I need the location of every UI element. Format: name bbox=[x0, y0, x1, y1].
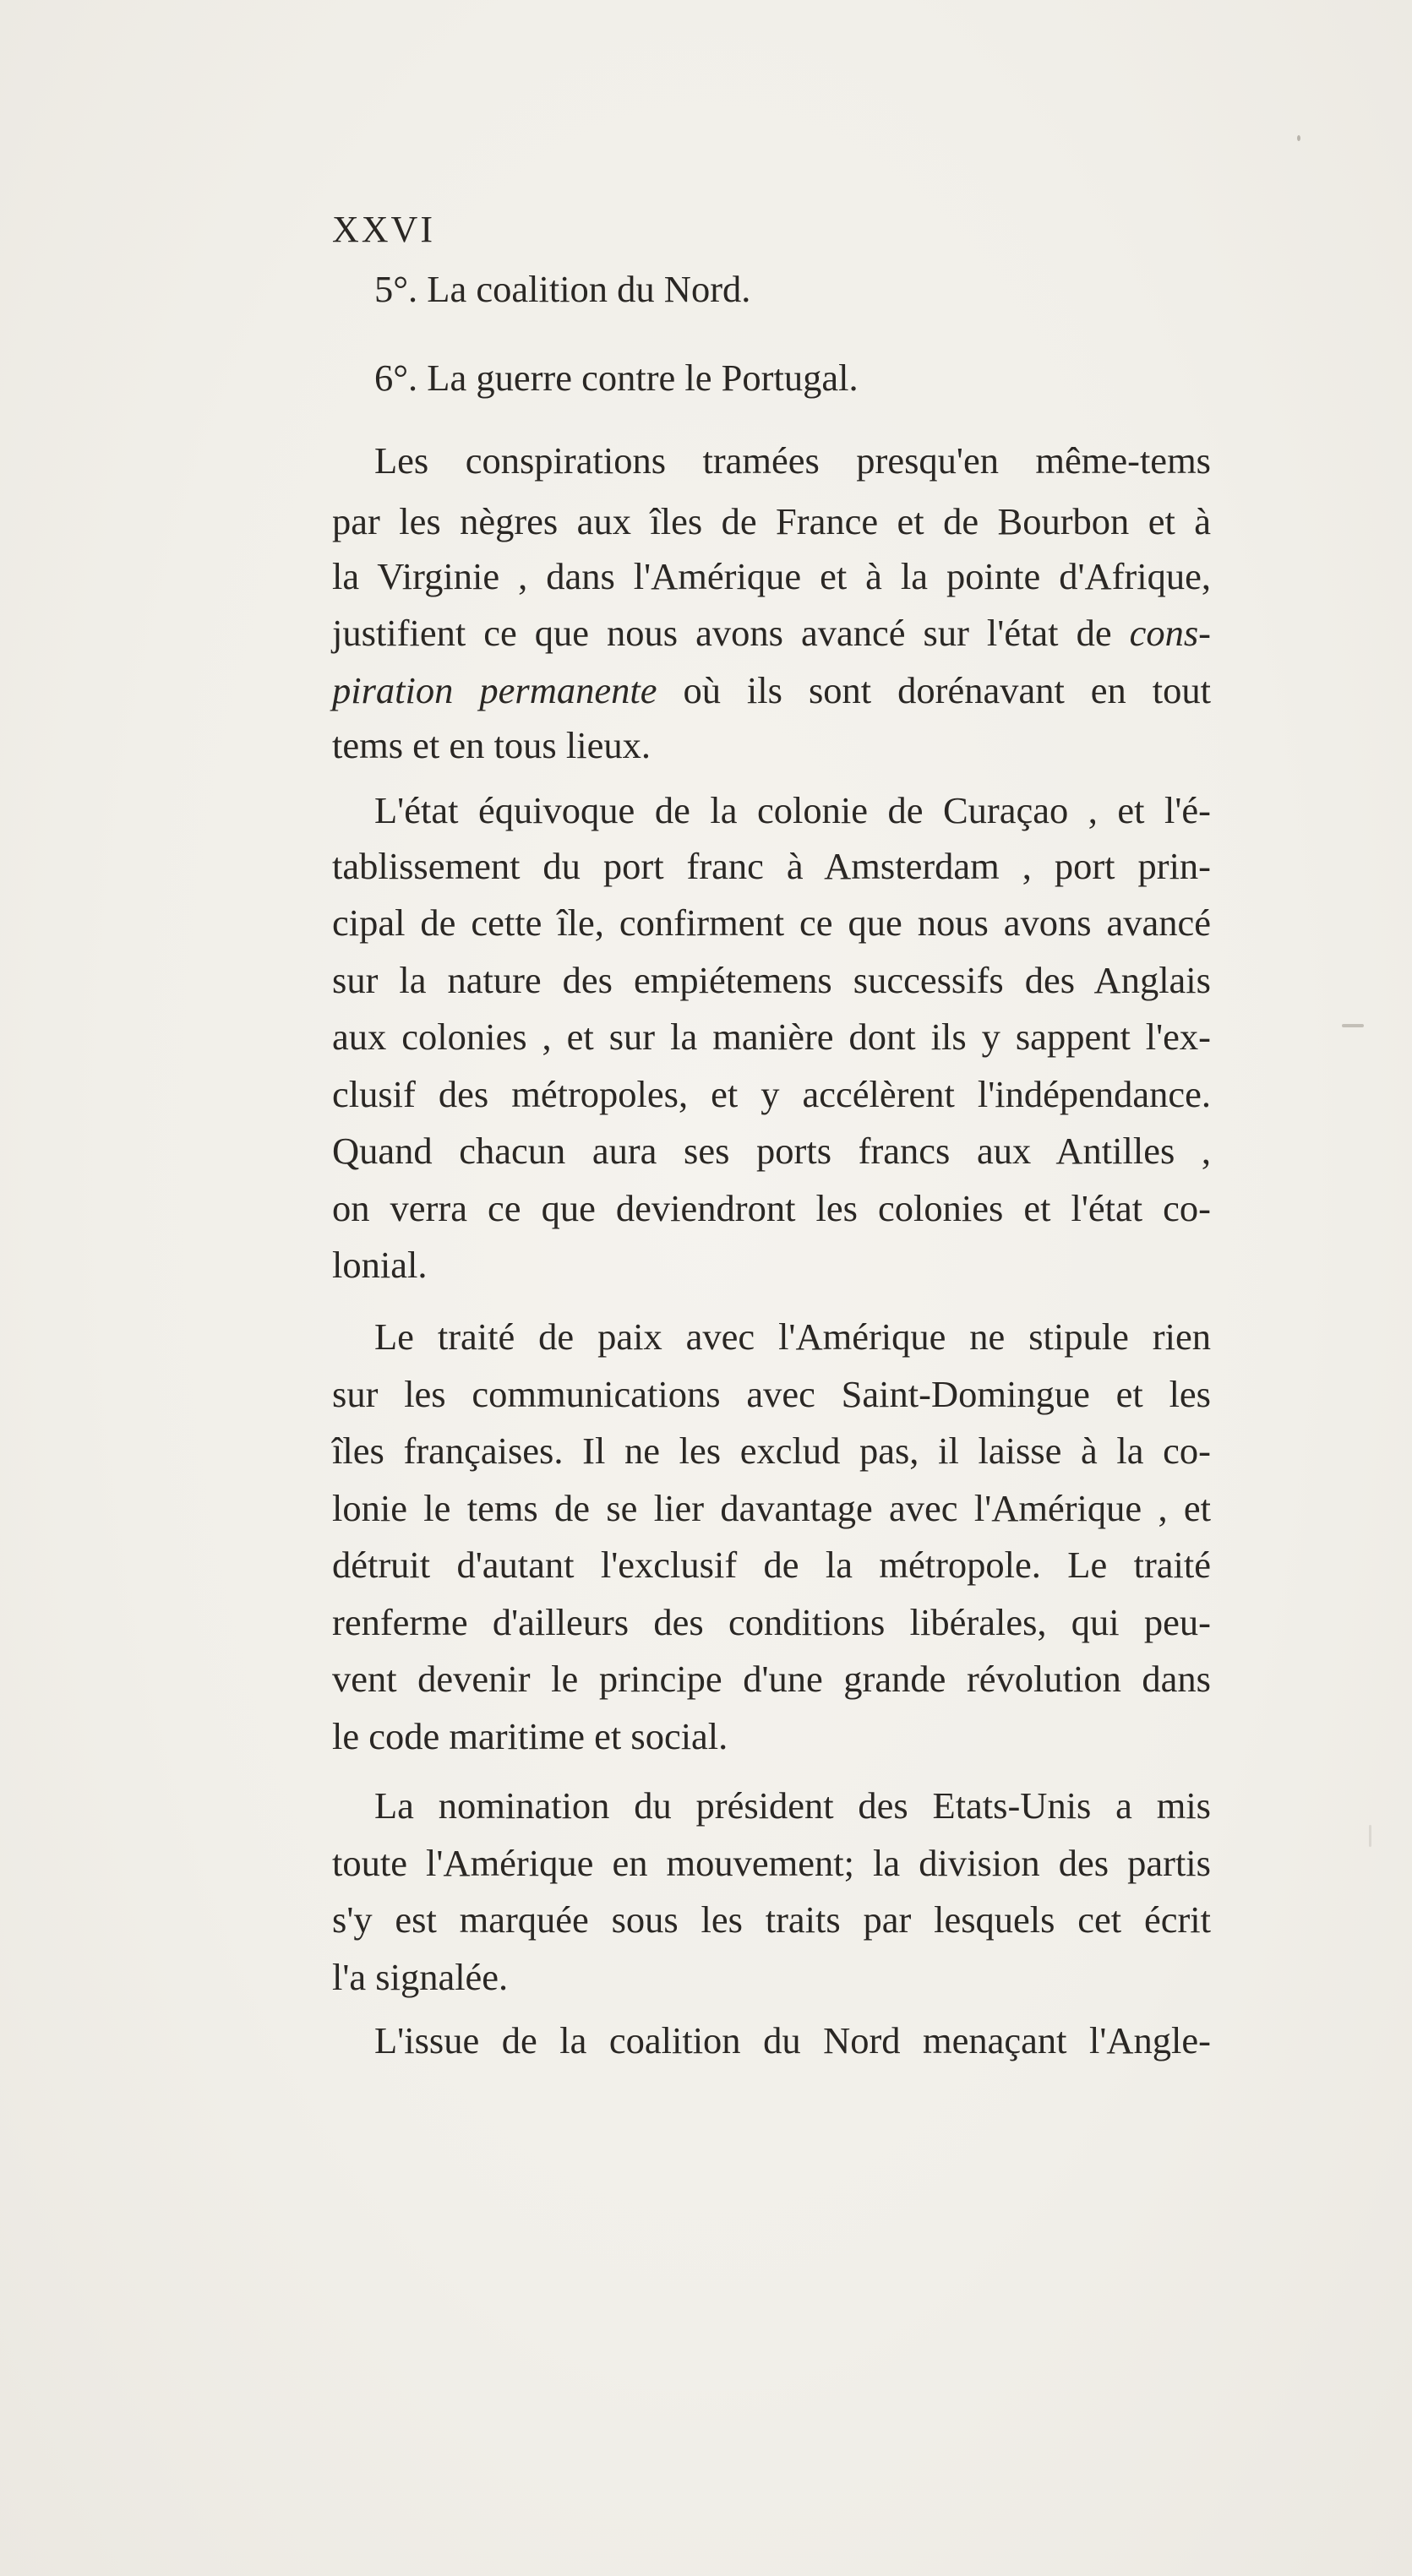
text-line: tems et en tous lieux. bbox=[332, 724, 651, 766]
text-line: tablissement du port franc à Amsterdam , port prin- bbox=[332, 845, 1211, 887]
text-line: sur la nature des empiétemens successifs des Anglais bbox=[332, 959, 1211, 1001]
text-line: aux colonies , et sur la manière dont ils y sappent l'ex- bbox=[332, 1016, 1211, 1058]
text-line: la Virginie , dans l'Amérique et à la pointe d'Afrique, bbox=[332, 555, 1211, 597]
text-line: par les nègres aux îles de France et de Bourbon et à bbox=[332, 500, 1211, 542]
paper-speck bbox=[1342, 1024, 1364, 1027]
text-line: détruit d'autant l'exclusif de la métropole. Le traité bbox=[332, 1544, 1211, 1586]
text-span: où ils sont dorénavant en tout bbox=[657, 669, 1212, 711]
text-line: lonial. bbox=[332, 1244, 428, 1286]
text-line: La nomination du président des Etats-Unis a mis bbox=[374, 1784, 1211, 1827]
page-number: XXVI bbox=[332, 209, 435, 250]
text-line: L'issue de la coalition du Nord menaçant l'Angle- bbox=[374, 2019, 1211, 2061]
text-line: 5°. La coalition du Nord. bbox=[374, 268, 751, 310]
text-line bbox=[332, 669, 1212, 711]
text-line: clusif des métropoles, et y accélèrent l'indépendance. bbox=[332, 1073, 1211, 1115]
text-line: îles françaises. Il ne les exclud pas, il laisse à la co- bbox=[332, 1430, 1211, 1472]
text-line: on verra ce que deviendront les colonies et l'état co- bbox=[332, 1187, 1211, 1229]
italic-text: piration permanente bbox=[332, 669, 657, 711]
text-line: lonie le tems de se lier davantage avec l'Amérique , et bbox=[332, 1487, 1211, 1529]
text-line: Quand chacun aura ses ports francs aux Antilles , bbox=[332, 1130, 1211, 1172]
text-line: le code maritime et social. bbox=[332, 1715, 728, 1757]
italic-text: cons- bbox=[1129, 612, 1211, 654]
text-line bbox=[332, 614, 1211, 652]
text-line: Les conspirations tramées presqu'en même-tems bbox=[374, 439, 1211, 482]
text-line: renferme d'ailleurs des conditions libérales, qui peu- bbox=[332, 1601, 1211, 1643]
text-line: L'état équivoque de la colonie de Curaçao , et l'é- bbox=[374, 789, 1211, 831]
text-line: vent devenir le principe d'une grande révolution dans bbox=[332, 1658, 1211, 1700]
text-line: l'a signalée. bbox=[332, 1956, 509, 1998]
text-line: s'y est marquée sous les traits par lesquels cet écrit bbox=[332, 1898, 1211, 1941]
text-line: toute l'Amérique en mouvement; la division des partis bbox=[332, 1842, 1211, 1884]
text-span: justifient ce que nous avons avancé sur l'état de bbox=[332, 612, 1130, 654]
text-line: sur les communications avec Saint-Domingue et les bbox=[332, 1373, 1211, 1415]
text-line: Le traité de paix avec l'Amérique ne stipule rien bbox=[374, 1315, 1211, 1358]
text-line: cipal de cette île, confirment ce que nous avons avancé bbox=[332, 901, 1211, 944]
paper-speck bbox=[1369, 1825, 1371, 1847]
text-line: 6°. La guerre contre le Portugal. bbox=[374, 357, 859, 399]
paper-speck bbox=[1297, 135, 1300, 141]
